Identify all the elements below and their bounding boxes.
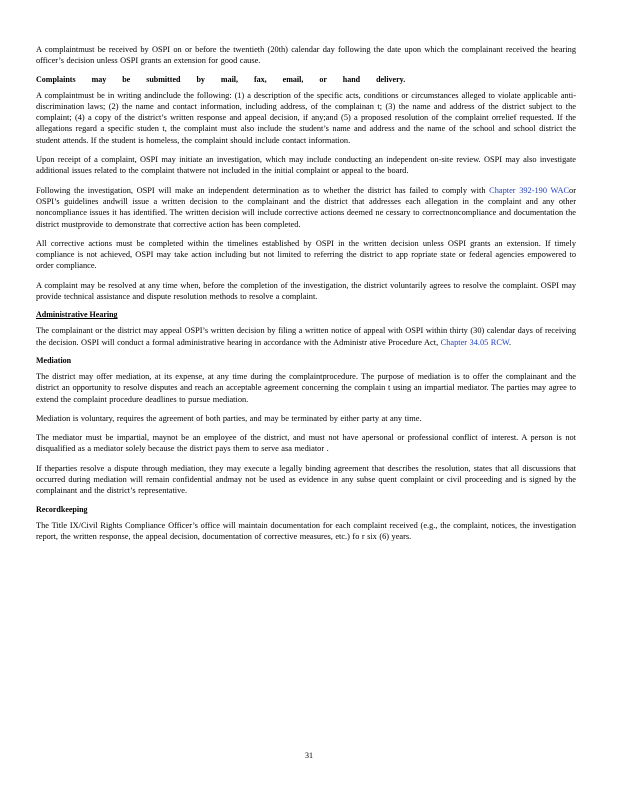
deadline-paragraph: A complaintmust be received by OSPI on or before the twentieth (20th) calendar day following the date upon which the complainant received the hearing officer’s decision unless OSPI grants an extension for good cause.: [36, 45, 576, 66]
appeal-text-end: .: [509, 337, 512, 347]
voluntary-resolution-paragraph: A complaint may be resolved at any time when, before the completion of the investigation, the district voluntarily agrees to resolve the complaint. OSPI may provide technical assistance and dispute resolution methods to resolve a complaint.: [36, 280, 576, 302]
recordkeeping-paragraph: The Title IX/Civil Rights Compliance Officer’s office will maintain documentation for each complaint received (e.g., the complaint, notices, the investigation report, the written response, the appeal decision, documentation of corrective measures, etc.) fo r six (6) years.: [36, 520, 576, 541]
page-number: 31: [305, 751, 313, 760]
mediation-offer-paragraph: The district may offer mediation, at its expense, at any time during the complaintprocedure. The purpose of mediation is to offer the complainant and the district an opportunity to resolve disputes and reach an acceptable agreement concerning the complain t using an impartial mediator. The parties may agree to extend the complaint procedure deadlines to pursue mediation.: [36, 371, 576, 404]
corrective-actions-paragraph: All corrective actions must be completed within the timelines established by OSPI in the written decision unless OSPI grants an extension. If timely compliance is not achieved, OSPI may take action including but not limited to referring the district to app ropriate state or federal agencies empowered to order compliance.: [36, 238, 576, 271]
determination-text-end: or OSPI’s guidelines andwill issue a written decision to the complainant and the district that addresses each allegation in the complaint and any other noncompliance issues it has identified. The written decision will include corrective actions deemed ne cessary to correctnoncompliance and documentation the district mustprovide to demonstrate that corrective action has been completed.: [36, 185, 576, 229]
mediation-agreement-paragraph: If theparties resolve a dispute through mediation, they may execute a legally binding agreement that describes the resolution, states that all discussions that occurred during mediation will remain confidential andmay not be used as evidence in any subse quent complaint or civil proceeding and is signed by the complainant and the district’s representative.: [36, 463, 576, 496]
submission-methods-heading: Complaints may be submitted by mail, fax, email, or hand delivery.: [36, 74, 406, 84]
administrative-hearing-heading: Administrative Hearing: [36, 310, 118, 320]
rcw-chapter-link[interactable]: Chapter 34.05 RCW: [440, 337, 510, 347]
complaint-requirements-paragraph: A complaintmust be in writing andinclude the following: (1) a description of the specific acts, conditions or circumstances alleged to violate applicable anti-discrimination laws; (2) the name and contact information, including address, of the complainan t; (3) the name and address of the district subject to the complaint; (4) a copy of the district’s written response and appeal decision, if any;and (5) a proposed resolution of the complaint orrelief requested. If the allegations regard a specific studen t, the complaint must also include the student’s name and address and the name of the school and school district the student attends. If the student is homeless, the complaint should include contact information.: [36, 90, 576, 145]
mediator-impartial-paragraph: The mediator must be impartial, maynot be an employee of the district, and must not have apersonal or professional conflict of interest. A person is not disqualified as a mediator solely because the district pays them to serve asa mediator .: [36, 433, 576, 454]
investigation-paragraph: Upon receipt of a complaint, OSPI may initiate an investigation, which may include conducting an independent on-site review. OSPI may also investigate additional issues related to the complaint thatwere not included in the initial complaint or appeal to the board.: [36, 155, 576, 176]
mediation-voluntary-paragraph: Mediation is voluntary, requires the agreement of both parties, and may be terminated by either party at any time.: [36, 413, 422, 423]
appeal-text-start: The complainant or the district may appeal OSPI’s written decision by filing a written notice of appeal with OSPI within thirty (30) calendar days of receiving the decision. OSPI will conduct a formal administrative hearing in accordance with the Administr ative Procedure Act,: [36, 326, 576, 347]
appeal-paragraph: [36, 325, 576, 348]
wac-chapter-link[interactable]: Chapter 392-190 WAC: [489, 185, 570, 195]
document-body: [36, 44, 576, 550]
determination-paragraph: [36, 185, 576, 230]
recordkeeping-heading: Recordkeeping: [36, 504, 88, 514]
mediation-heading: Mediation: [36, 355, 72, 365]
determination-text-start: Following the investigation, OSPI will make an independent determination as to whether the district has failed to comply with: [36, 185, 490, 195]
